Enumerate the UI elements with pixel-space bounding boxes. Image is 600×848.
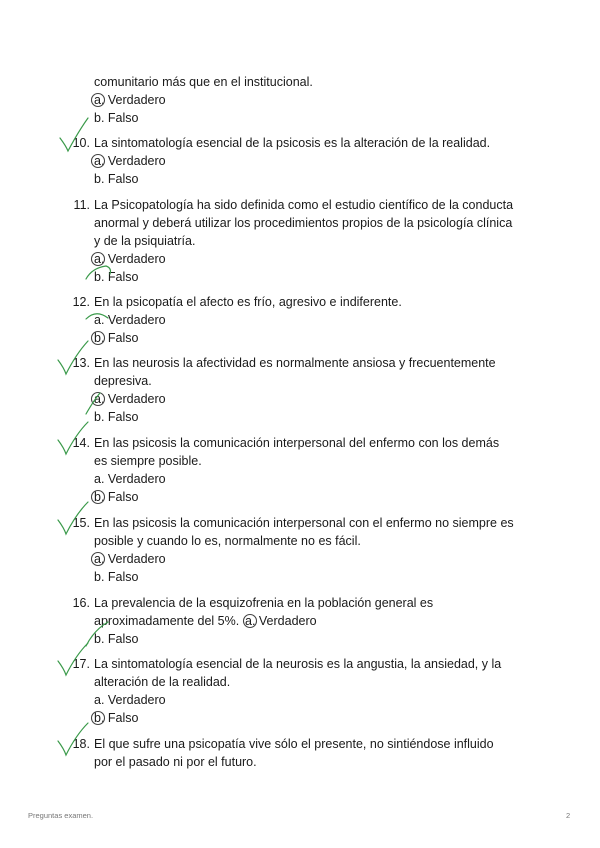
q14-number: 14. <box>72 436 90 450</box>
footer-page-number: 2 <box>566 811 571 820</box>
q12-option-a: a. Verdadero <box>94 313 166 327</box>
q18-text-line-1: El que sufre una psicopatía vive sólo el presente, no sintiéndose influido <box>94 737 494 751</box>
q14-text-line-1: En las psicosis la comunicación interpersonal del enfermo con los demás <box>94 436 500 450</box>
q11-option-a: a. Verdadero <box>94 252 166 266</box>
q10-option-b: b. Falso <box>94 172 139 186</box>
q15-text-line-2: posible y cuando lo es, normalmente no es fácil. <box>94 534 361 548</box>
q16-option-a: a. Verdadero <box>245 614 317 628</box>
q9-text-line-2: comunitario más que en el institucional. <box>94 75 313 89</box>
q18-number: 18. <box>72 737 90 751</box>
q10-option-a: a. Verdadero <box>94 154 166 168</box>
q11-text-line-3: y de la psiquiatría. <box>94 234 196 248</box>
q14-option-b: b. Falso <box>94 490 139 504</box>
q12-option-b: b. Falso <box>94 331 139 345</box>
q10-number: 10. <box>72 136 90 150</box>
q13-option-b: b. Falso <box>94 410 139 424</box>
q9-option-a: a. Verdadero <box>94 93 166 107</box>
q16-number: 16. <box>72 596 90 610</box>
q11-text-line-1: La Psicopatología ha sido definida como el estudio científico de la conducta <box>94 198 514 212</box>
q11-text-line-2: anormal y deberá utilizar los procedimientos propios de la psicología clínica <box>94 216 513 230</box>
q12-text-line-1: En la psicopatía el afecto es frío, agresivo e indiferente. <box>94 295 402 309</box>
q17-number: 17. <box>72 657 90 671</box>
q14-option-a: a. Verdadero <box>94 472 166 486</box>
q13-text-line-1: En las neurosis la afectividad es normalmente ansiosa y frecuentemente <box>94 356 496 370</box>
q16-text-line-1: La prevalencia de la esquizofrenia en la población general es <box>94 596 434 610</box>
q17-option-b: b. Falso <box>94 711 139 725</box>
q9-option-b: b. Falso <box>94 111 139 125</box>
q15-text-line-1: En las psicosis la comunicación interpersonal con el enfermo no siempre es <box>94 516 514 530</box>
footer-title: Preguntas examen. <box>28 811 94 820</box>
q15-option-a: a. Verdadero <box>94 552 166 566</box>
q16-text-line-2: aproximadamente del 5%. <box>94 614 240 628</box>
q16-option-b: b. Falso <box>94 632 139 646</box>
q10-text-line-1: La sintomatología esencial de la psicosis es la alteración de la realidad. <box>94 136 491 150</box>
q15-option-b: b. Falso <box>94 570 139 584</box>
q15-number: 15. <box>72 516 90 530</box>
q17-text-line-2: alteración de la realidad. <box>94 675 231 689</box>
q13-option-a: a. Verdadero <box>94 392 166 406</box>
q14-text-line-2: es siempre posible. <box>94 454 202 468</box>
q17-option-a: a. Verdadero <box>94 693 166 707</box>
q13-text-line-2: depresiva. <box>94 374 152 388</box>
q12-number: 12. <box>72 295 90 309</box>
q18-text-line-2: por el pasado ni por el futuro. <box>94 755 257 769</box>
q13-number: 13. <box>72 356 90 370</box>
q11-number: 11. <box>73 198 90 212</box>
q17-text-line-1: La sintomatología esencial de la neurosis es la angustia, la ansiedad, y la <box>94 657 502 671</box>
q11-option-b: b. Falso <box>94 270 139 284</box>
